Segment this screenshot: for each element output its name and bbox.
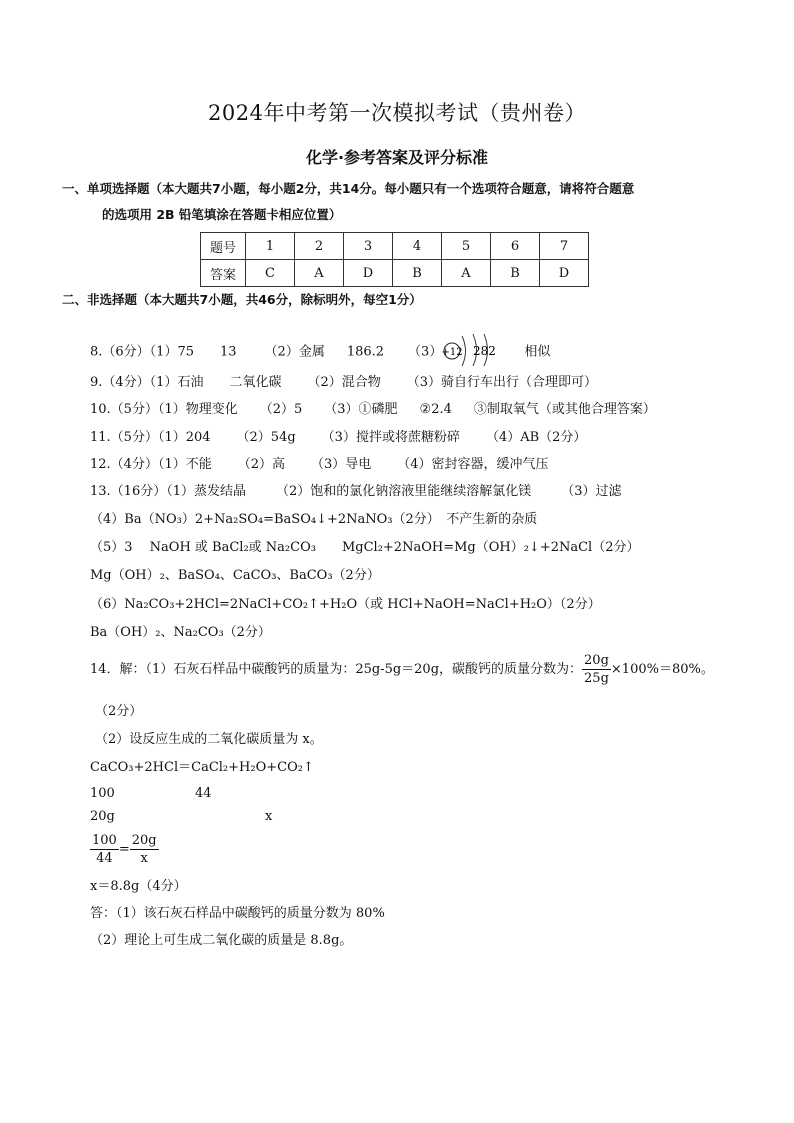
q14-score1: （2分） xyxy=(95,704,143,719)
q9-part1: 9.（4分）（1）石油 xyxy=(90,375,204,390)
q10-part2: （2）5 xyxy=(259,402,303,417)
q12-part2: （2）高 xyxy=(237,457,285,472)
table-cell: 5 xyxy=(442,233,491,260)
q9-part3: （2）混合物 xyxy=(307,375,381,390)
table-cell: B xyxy=(393,260,442,287)
table-cell: 7 xyxy=(540,233,589,260)
section1-heading-line2: 的选项用 2B 铅笔填涂在答题卡相应位置） xyxy=(102,207,342,222)
table-cell: A xyxy=(295,260,344,287)
answer-line2: （2）理论上可生成二氧化碳的质量是 8.8g。 xyxy=(90,933,353,948)
q12-part3: （3）导电 xyxy=(311,457,372,472)
table-cell: 1 xyxy=(246,233,295,260)
q13-line4: Mg（OH）₂、BaSO₄、CaCO₃、BaCO₃（2分） xyxy=(90,568,380,583)
q14-line1 xyxy=(90,652,714,688)
q13-part1: 13.（16分）（1）蒸发结晶 xyxy=(90,484,246,499)
given-mass-20g: 20g xyxy=(90,809,115,824)
page-title: 2024年中考第一次模拟考试（贵州卷） xyxy=(208,101,586,125)
table-cell: 2 xyxy=(295,233,344,260)
section1-heading-line1: 一、单项选择题（本大题共7小题，每小题2分，共14分。每小题只有一个选项符合题意，请将符合题意 xyxy=(62,181,635,196)
molar-mass-100: 100 xyxy=(90,786,115,801)
q13-part3: （3）过滤 xyxy=(561,484,622,499)
table-cell: C xyxy=(246,260,295,287)
table-cell: D xyxy=(540,260,589,287)
table-row-label: 答案 xyxy=(201,260,246,287)
q14-percent: ×100%＝80%。 xyxy=(610,662,714,677)
table-row-numbers xyxy=(201,233,589,260)
table-cell: D xyxy=(344,260,393,287)
q8-part3b: 相似 xyxy=(524,344,551,360)
table-cell: 6 xyxy=(491,233,540,260)
q8-part3: （3） xyxy=(408,344,443,360)
q11-part1: 11.（5分）（1）204 xyxy=(90,430,211,445)
result-x: x＝8.8g（4分） xyxy=(90,879,187,894)
q10-part5: ③制取氧气（或其他合理答案） xyxy=(473,402,656,417)
q12-part4: （4）密封容器，缓冲气压 xyxy=(397,457,549,472)
atom-nucleus-label: +12 xyxy=(442,347,463,358)
answer-line1: 答：（1）该石灰石样品中碳酸钙的质量分数为 80% xyxy=(90,906,385,921)
table-row-label: 题号 xyxy=(201,233,246,260)
q10-part4: ②2.4 xyxy=(419,402,452,417)
equals-sign: = xyxy=(118,842,130,857)
q11-part3: （3）搅拌或将蔗糖粉碎 xyxy=(321,430,460,445)
q10-line xyxy=(90,401,656,419)
q13-line1 xyxy=(90,483,622,501)
table-cell: B xyxy=(491,260,540,287)
chemical-equation: CaCO₃+2HCl＝CaCl₂+H₂O+CO₂↑ xyxy=(90,760,314,775)
q14-let-x: （2）设反应生成的二氧化碳质量为 x。 xyxy=(95,732,323,747)
proportion-equation xyxy=(90,832,159,867)
atom-structure-diagram xyxy=(442,332,504,372)
atom-shell-electrons: 282 xyxy=(473,344,497,358)
molar-mass-44: 44 xyxy=(195,786,212,801)
q9-part2: 二氧化碳 xyxy=(229,375,282,390)
q8-part2b: 186.2 xyxy=(346,344,385,360)
q10-part3: （3）①磷肥 xyxy=(324,402,398,417)
q12-part1: 12.（4分）（1）不能 xyxy=(90,457,212,472)
answer-table xyxy=(200,232,589,287)
q13-line5: （6）Na₂CO₃+2HCl=2NaCl+CO₂↑+H₂O（或 HCl+NaOH=NaCl+H₂O）（2分） xyxy=(90,597,601,612)
q8-part1: 8.（6分）（1）75 xyxy=(90,344,194,360)
table-cell: 3 xyxy=(344,233,393,260)
q8-part2: （2）金属 xyxy=(264,344,325,360)
page-subtitle: 化学·参考答案及评分标准 xyxy=(305,148,489,167)
table-row-answers xyxy=(201,260,589,287)
q11-line xyxy=(90,429,586,447)
q12-line xyxy=(90,456,549,474)
fraction-100-44: $\frac{100}{44}$ xyxy=(92,833,117,866)
q8-line xyxy=(90,332,550,372)
q13-part2: （2）饱和的氯化钠溶液里能继续溶解氯化镁 xyxy=(276,484,532,499)
fraction-20g-x: $\frac{20g}{x}$ xyxy=(131,833,157,866)
q10-part1: 10.（5分）（1）物理变化 xyxy=(90,402,238,417)
q11-part2: （2）54g xyxy=(236,430,296,445)
q13-line3: （5）3 NaOH 或 BaCl₂或 Na₂CO₃ MgCl₂+2NaOH=Mg（OH）₂↓+2NaCl（2分） xyxy=(90,540,640,555)
q11-part4: （4）AB（2分） xyxy=(485,430,587,445)
q9-line xyxy=(90,374,597,392)
q9-part4: （3）骑自行车出行（合理即可） xyxy=(406,375,598,390)
table-cell: 4 xyxy=(393,233,442,260)
q13-line2: （4）Ba（NO₃）2+Na₂SO₄=BaSO₄↓+2NaNO₃（2分） 不产生新的杂质 xyxy=(90,512,538,527)
unknown-x: x xyxy=(265,809,273,824)
q14-intro: 14．解：（1）石灰石样品中碳酸钙的质量为：25g-5g＝20g，碳酸钙的质量分数为： xyxy=(90,662,583,677)
table-cell: A xyxy=(442,260,491,287)
q13-line6: Ba（OH）₂、Na₂CO₃（2分） xyxy=(90,625,271,640)
q8-part1b: 13 xyxy=(220,344,237,360)
section2-heading: 二、非选择题（本大题共7小题，共46分，除标明外，每空1分） xyxy=(62,292,422,307)
fraction-mass-ratio: $\frac{20g}{25g}$ xyxy=(584,653,609,686)
